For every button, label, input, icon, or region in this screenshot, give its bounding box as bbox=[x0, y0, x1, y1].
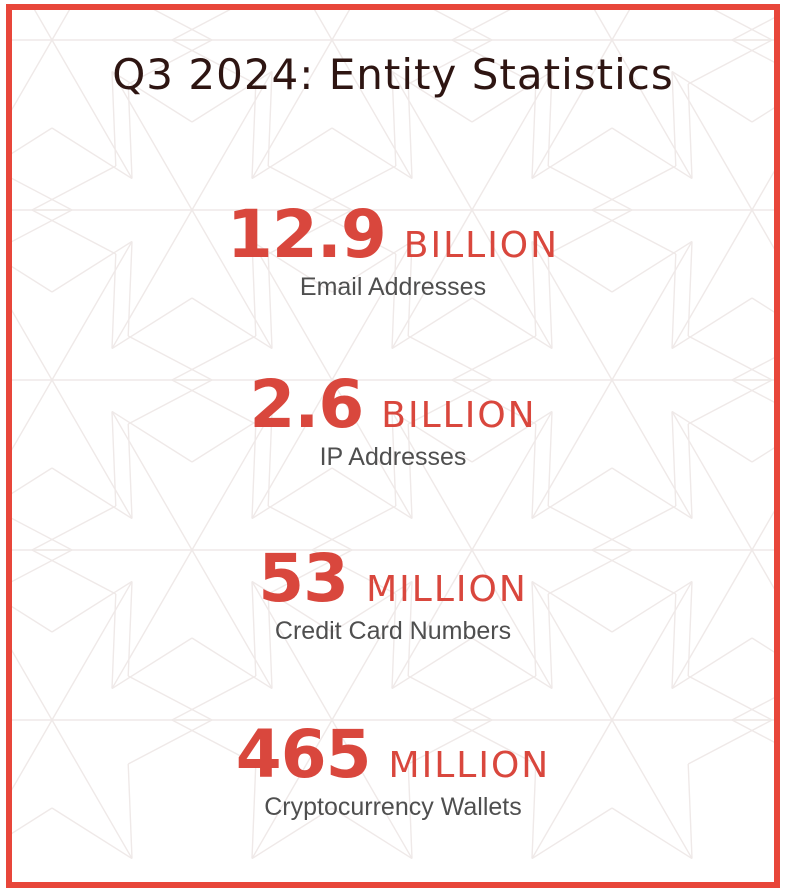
pattern-line bbox=[752, 298, 774, 349]
pattern-line bbox=[112, 298, 192, 349]
pattern-line bbox=[192, 298, 272, 349]
stat-unit: BILLION bbox=[403, 225, 560, 266]
stat-ip-addresses bbox=[12, 366, 774, 472]
pattern-line bbox=[12, 468, 52, 519]
pattern-line bbox=[732, 676, 774, 720]
pattern-line bbox=[452, 676, 536, 720]
stat-number: 2.6 bbox=[249, 366, 364, 443]
pattern-line bbox=[688, 676, 772, 720]
stat-label: IP Addresses bbox=[319, 443, 467, 471]
stat-credit-card-numbers bbox=[12, 540, 774, 646]
pattern-line bbox=[332, 468, 412, 519]
pattern-line bbox=[532, 10, 612, 40]
pattern-line bbox=[732, 10, 774, 40]
pattern-line bbox=[252, 468, 332, 519]
pattern-line bbox=[472, 298, 552, 349]
pattern-line bbox=[392, 298, 472, 349]
stat-unit: MILLION bbox=[388, 745, 551, 786]
pattern-line bbox=[332, 10, 412, 40]
stat-email-addresses bbox=[12, 196, 774, 302]
pattern-line bbox=[52, 128, 132, 179]
pattern-line bbox=[332, 128, 412, 179]
pattern-line bbox=[532, 128, 612, 179]
stat-cryptocurrency-wallets bbox=[12, 716, 774, 822]
stat-number: 53 bbox=[258, 540, 349, 617]
page-title: Q3 2024: Entity Statistics bbox=[112, 50, 674, 99]
pattern-line bbox=[252, 10, 332, 40]
pattern-line bbox=[612, 468, 692, 519]
pattern-line bbox=[612, 10, 692, 40]
stat-label: Email Addresses bbox=[299, 273, 487, 301]
pattern-line bbox=[408, 676, 492, 720]
stats-card bbox=[6, 4, 780, 888]
stat-unit: BILLION bbox=[381, 395, 537, 436]
pattern-line bbox=[672, 298, 752, 349]
pattern-line bbox=[532, 468, 612, 519]
pattern-line bbox=[172, 676, 256, 720]
pattern-line bbox=[128, 676, 212, 720]
stat-label: Credit Card Numbers bbox=[274, 617, 512, 645]
pattern-line bbox=[52, 468, 132, 519]
pattern-line bbox=[12, 128, 52, 179]
stat-number: 12.9 bbox=[226, 196, 386, 273]
stat-number: 465 bbox=[235, 716, 371, 793]
pattern-line bbox=[12, 10, 52, 40]
stat-label: Cryptocurrency Wallets bbox=[264, 793, 522, 821]
pattern-line bbox=[612, 128, 692, 179]
pattern-line bbox=[52, 10, 132, 40]
stat-unit: MILLION bbox=[366, 569, 528, 610]
pattern-line bbox=[252, 128, 332, 179]
